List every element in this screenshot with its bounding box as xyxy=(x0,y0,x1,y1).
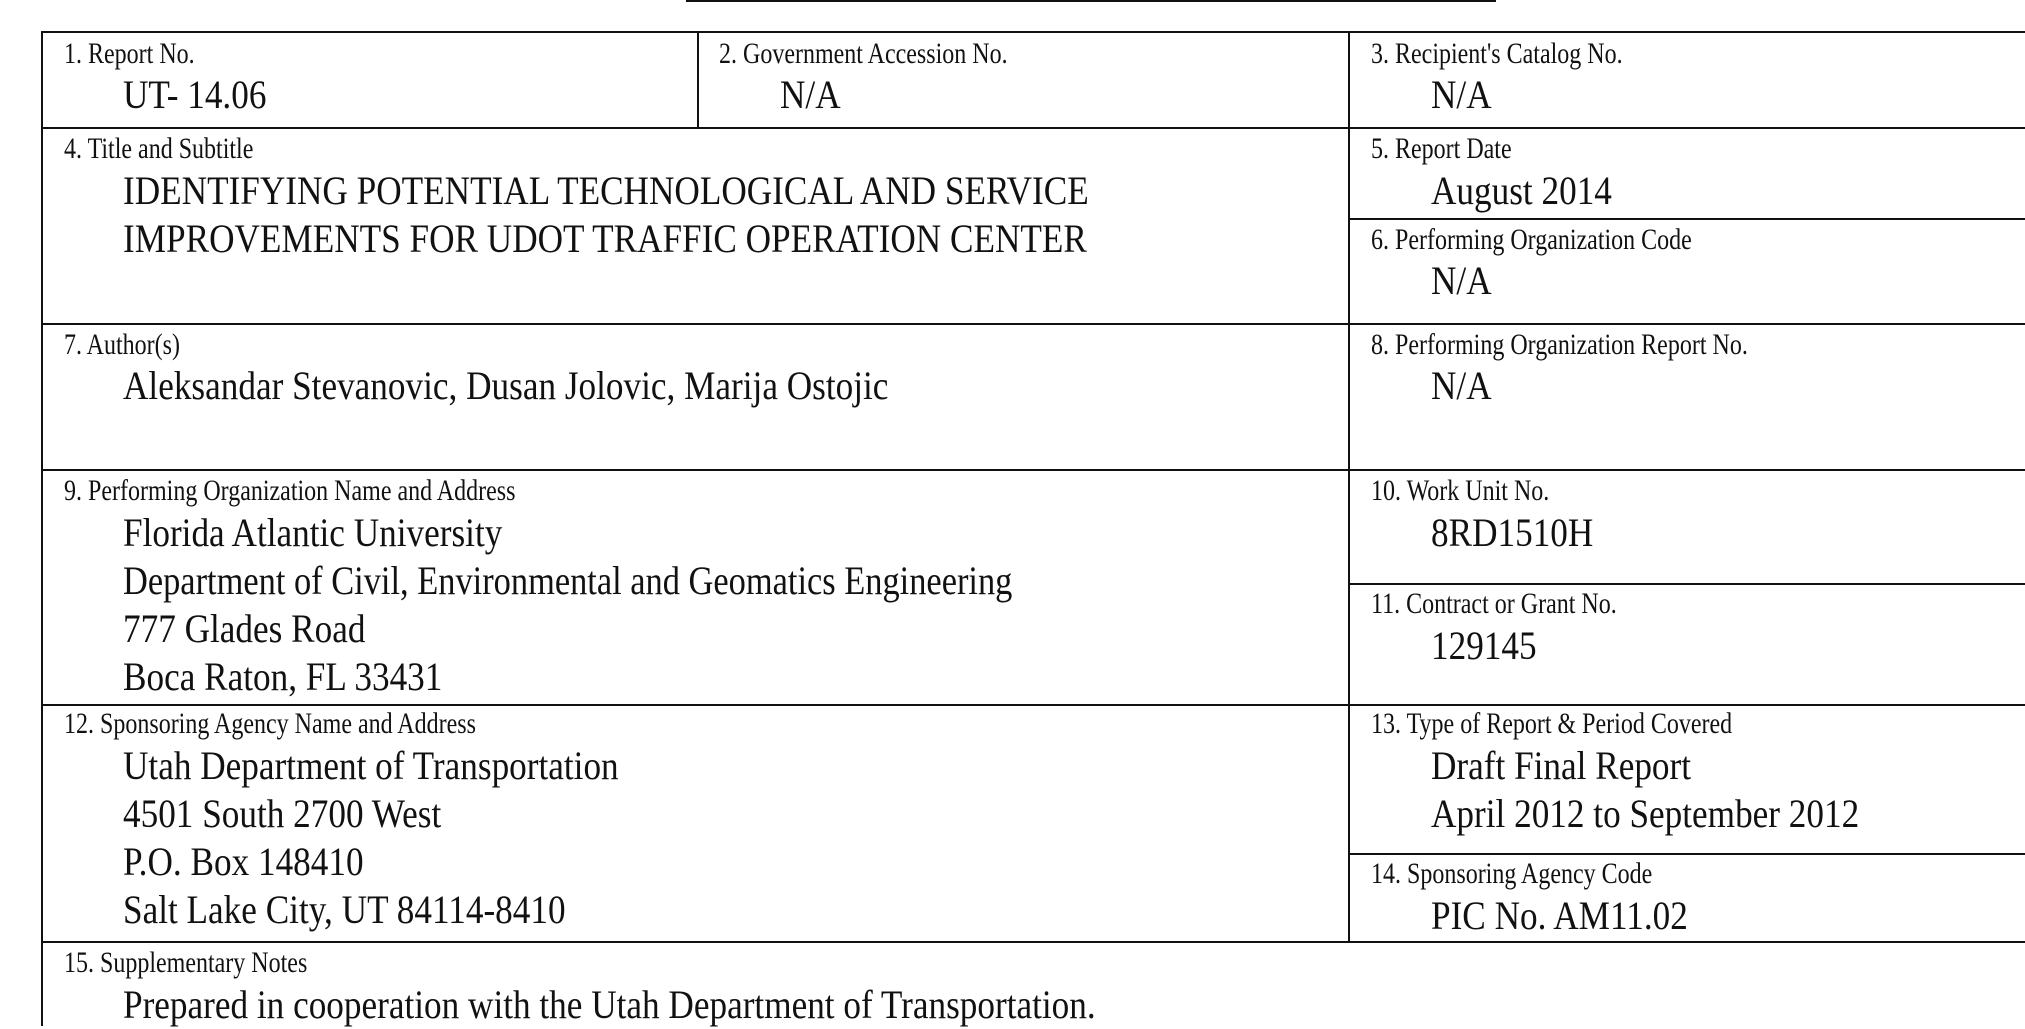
sponsor-code-value: PIC No. AM11.02 xyxy=(1431,893,1688,938)
report-type-line: April 2012 to September 2012 xyxy=(1431,791,1860,836)
supp-notes-value: Prepared in cooperation with the Utah Department of Transportation. xyxy=(123,982,1096,1027)
perf-org-address-line: Department of Civil, Environmental and Geomatics Engineering xyxy=(123,558,1013,603)
table-border-left xyxy=(41,31,43,1026)
sponsor-code-label: 14. Sponsoring Agency Code xyxy=(1371,857,1653,890)
sponsor-address-line: 4501 South 2700 West xyxy=(123,791,442,836)
title-line: IMPROVEMENTS FOR UDOT TRAFFIC OPERATION CENTER xyxy=(123,216,1087,261)
perf-org-address-line: Florida Atlantic University xyxy=(123,510,503,555)
sponsor-address-line: P.O. Box 148410 xyxy=(123,839,364,884)
title-label: 4. Title and Subtitle xyxy=(64,132,254,165)
work-unit-label: 10. Work Unit No. xyxy=(1371,474,1550,507)
sponsor-address-line: Utah Department of Transportation xyxy=(123,743,619,788)
report-no-label: 1. Report No. xyxy=(64,37,195,70)
row-divider-13-14 xyxy=(1348,853,2025,855)
sponsor-address-line: Salt Lake City, UT 84114-8410 xyxy=(123,887,566,932)
perf-org-report-label: 8. Performing Organization Report No. xyxy=(1371,328,1748,361)
perf-org-address-line: 777 Glades Road xyxy=(123,606,366,651)
recipient-catalog-label: 3. Recipient's Catalog No. xyxy=(1371,37,1623,70)
row-divider-10-11 xyxy=(1348,583,2025,585)
contract-value: 129145 xyxy=(1431,623,1537,668)
column-divider-right xyxy=(1348,31,1350,943)
row-divider-5-6 xyxy=(1348,218,2025,220)
title-line: IDENTIFYING POTENTIAL TECHNOLOGICAL AND SERVICE xyxy=(123,168,1089,213)
perf-org-address-line: Boca Raton, FL 33431 xyxy=(123,654,443,699)
top-rule xyxy=(686,0,1496,2)
gov-accession-label: 2. Government Accession No. xyxy=(719,37,1008,70)
perf-org-name-label: 9. Performing Organization Name and Address xyxy=(64,474,516,507)
perf-org-code-label: 6. Performing Organization Code xyxy=(1371,223,1692,256)
report-type-label: 13. Type of Report & Period Covered xyxy=(1371,707,1733,740)
row-divider-5 xyxy=(41,941,2025,943)
perf-org-report-value: N/A xyxy=(1431,363,1492,408)
column-divider-left xyxy=(697,31,699,129)
row-divider-3 xyxy=(41,469,2025,471)
report-no-value: UT- 14.06 xyxy=(123,72,267,117)
authors-label: 7. Author(s) xyxy=(64,328,180,361)
report-type-line: Draft Final Report xyxy=(1431,743,1692,788)
contract-label: 11. Contract or Grant No. xyxy=(1371,587,1617,620)
row-divider-1 xyxy=(41,127,2025,129)
report-date-label: 5. Report Date xyxy=(1371,132,1512,165)
perf-org-code-value: N/A xyxy=(1431,258,1492,303)
row-divider-2 xyxy=(41,323,2025,325)
gov-accession-value: N/A xyxy=(780,72,841,117)
authors-value: Aleksandar Stevanovic, Dusan Jolovic, Marija Ostojic xyxy=(123,363,889,408)
supp-notes-label: 15. Supplementary Notes xyxy=(64,946,308,979)
table-border-top xyxy=(41,31,2025,33)
recipient-catalog-value: N/A xyxy=(1431,72,1492,117)
work-unit-value: 8RD1510H xyxy=(1431,510,1594,555)
report-date-value: August 2014 xyxy=(1431,168,1612,213)
sponsor-name-label: 12. Sponsoring Agency Name and Address xyxy=(64,707,476,740)
